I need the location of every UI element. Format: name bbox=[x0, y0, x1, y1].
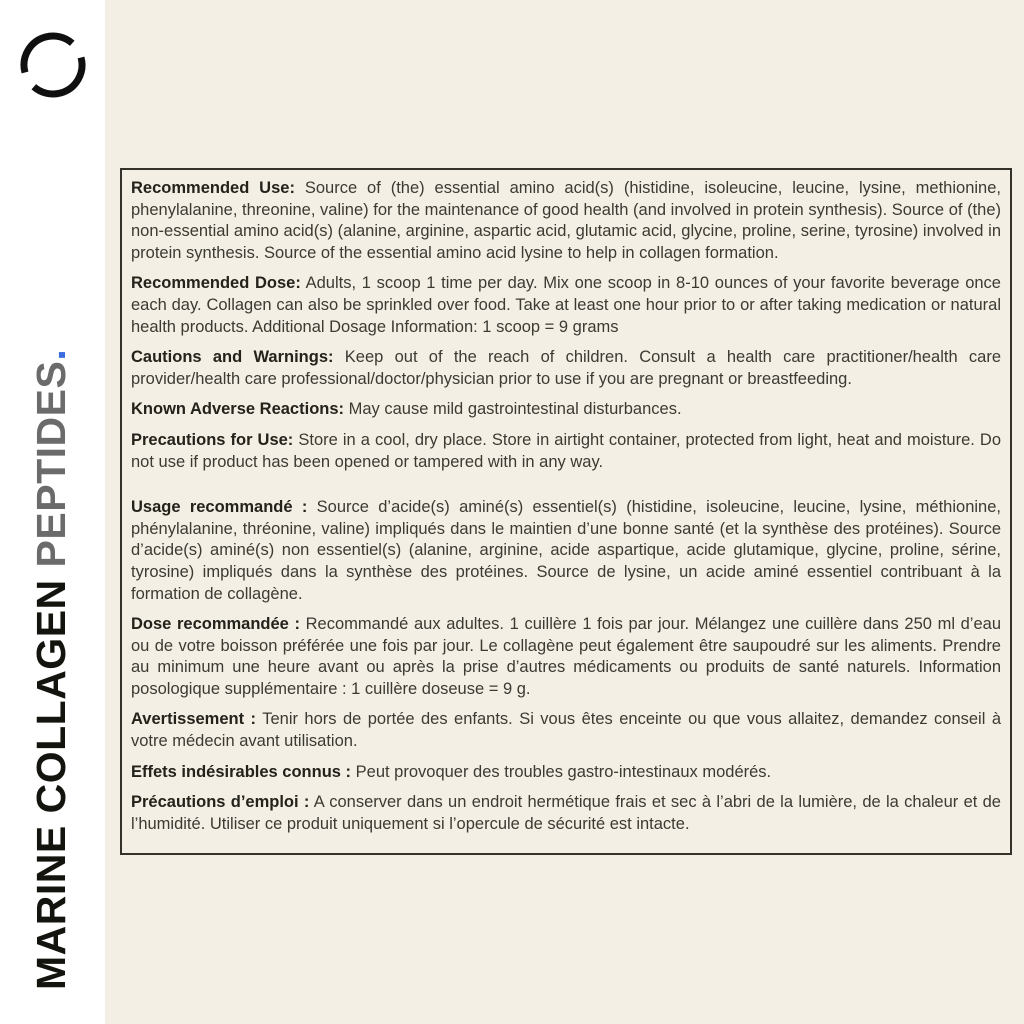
heading-cautions-warnings: Cautions and Warnings: bbox=[131, 348, 334, 367]
product-title-primary: MARINE COLLAGEN bbox=[28, 567, 74, 990]
paragraph-cautions-warnings bbox=[131, 347, 1001, 390]
product-title-dot: . bbox=[28, 348, 74, 361]
label-text-box bbox=[120, 168, 1012, 855]
paragraph-usage-recommande bbox=[131, 497, 1001, 605]
heading-dose-recommandee: Dose recommandée : bbox=[131, 615, 300, 634]
body-cautions-warnings: Keep out of the reach of children. Consult a health care practitioner/health care provider/health care professional/doctor/physician prior to use if you are pregnant or breastfeeding. bbox=[131, 348, 1002, 388]
paragraph-dose-recommandee bbox=[131, 614, 1001, 700]
heading-recommended-dose: Recommended Dose: bbox=[131, 274, 301, 293]
broken-circle-logo-icon bbox=[19, 31, 87, 99]
body-usage-recommande: Source d’acide(s) aminé(s) essentiel(s) (histidine, isoleucine, leucine, lysine, méthionine, phénylalanine, thréonine, valine) impliqués dans le maintien d’une bonne santé (et la synthèse des protéines). Source d’acide(s) aminé(s) non essentiel(s) (alanine, arginine, acide aspartique, acide glutamique, glycine, proline, sérine, tyrosine) impliqués dans la synthèse des protéines. Source de lysine, un acide aminé essentiel contribuant à la formation de collagène. bbox=[131, 498, 1001, 603]
body-adverse-reactions: May cause mild gastrointestinal disturbances. bbox=[344, 400, 682, 419]
heading-precautions-emploi: Précautions d’emploi : bbox=[131, 793, 310, 812]
body-effets-indesirables: Peut provoquer des troubles gastro-intestinaux modérés. bbox=[351, 762, 772, 781]
heading-adverse-reactions: Known Adverse Reactions: bbox=[131, 400, 345, 419]
body-recommended-use: Source of (the) essential amino acid(s) (histidine, isoleucine, leucine, lysine, methionine, phenylalanine, threonine, valine) for the maintenance of good health (and involved in protein synthesis). Source of (the) non-essential amino acid(s) (alanine, arginine, aspartic acid, glutamic acid, glycine, proline, serine, tyrosine) involved in protein synthesis. Source of the essential amino acid lysine to help in collagen formation. bbox=[131, 179, 1001, 262]
heading-usage-recommande: Usage recommandé : bbox=[131, 498, 308, 517]
paragraph-effets-indesirables bbox=[131, 762, 1001, 784]
product-title-secondary: PEPTIDES bbox=[28, 360, 74, 568]
heading-effets-indesirables: Effets indésirables connus : bbox=[131, 762, 352, 781]
paragraph-precautions-use bbox=[131, 430, 1001, 473]
paragraph-recommended-use bbox=[131, 178, 1001, 264]
paragraph-recommended-dose bbox=[131, 273, 1001, 338]
body-dose-recommandee: Recommandé aux adultes. 1 cuillère 1 fois par jour. Mélangez une cuillère dans 250 ml d’eau ou de votre boisson préférée une fois par jour. Le collagène peut également être saupoudré sur les aliments. Prendre au minimum une heure avant ou après la prise d’autres médicaments ou produits de santé naturels. Information posologique supplémentaire : 1 cuillère doseuse = 9 g. bbox=[131, 615, 1001, 698]
product-title bbox=[28, 348, 74, 990]
body-recommended-dose: Adults, 1 scoop 1 time per day. Mix one scoop in 8-10 ounces of your favorite beverage once each day. Collagen can also be sprinkled over food. Take at least one hour prior to or after taking medication or natural health products. Additional Dosage Information: 1 scoop = 9 grams bbox=[131, 274, 1001, 336]
body-precautions-use: Store in a cool, dry place. Store in airtight container, protected from light, heat and moisture. Do not use if product has been opened or tampered with in any way. bbox=[131, 430, 1001, 471]
paragraph-avertissement bbox=[131, 709, 1001, 752]
heading-avertissement: Avertissement : bbox=[131, 710, 257, 729]
body-avertissement: Tenir hors de portée des enfants. Si vous êtes enceinte ou que vous allaitez, demandez conseil à votre médecin avant utilisation. bbox=[131, 710, 1002, 751]
paragraph-adverse-reactions bbox=[131, 399, 1001, 421]
heading-precautions-use: Precautions for Use: bbox=[131, 430, 294, 449]
paragraph-precautions-emploi bbox=[131, 792, 1001, 835]
body-precautions-emploi: A conserver dans un endroit hermétique frais et sec à l’abri de la lumière, de la chaleur et de l’humidité. Utiliser ce produit uniquement si l’opercule de sécurité est intacte. bbox=[131, 793, 1001, 833]
heading-recommended-use: Recommended Use: bbox=[131, 179, 295, 197]
